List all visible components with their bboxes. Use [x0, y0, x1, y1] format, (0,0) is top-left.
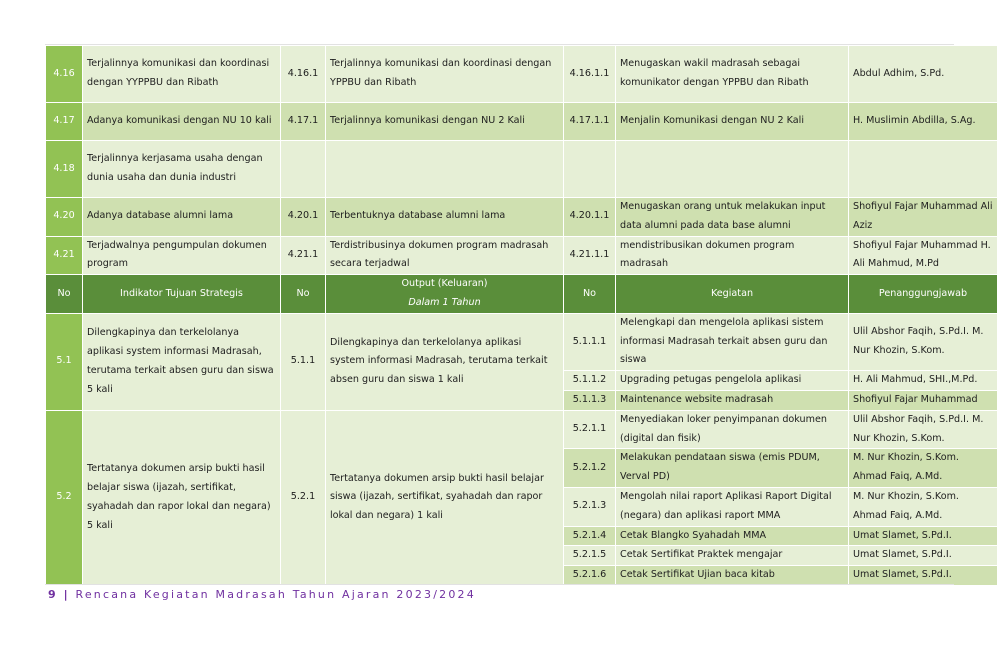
header-kegiatan: Kegiatan — [616, 275, 849, 314]
page-number: 9 — [48, 588, 58, 601]
kegiatan-cell: Cetak Sertifikat Ujian baca kitab — [616, 566, 849, 586]
kegiatan-no-cell: 4.17.1.1 — [564, 103, 616, 141]
kegiatan-cell: mendistribusikan dokumen program madrasah — [616, 236, 849, 275]
output-cell: Terjalinnya komunikasi dan koordinasi dengan YPPBU dan Ribath — [326, 46, 564, 103]
output-no-cell — [281, 141, 326, 198]
kegiatan-no-cell: 5.2.1.5 — [564, 546, 616, 566]
kegiatan-no-cell: 5.2.1.2 — [564, 449, 616, 488]
kegiatan-cell: Melakukan pendataan siswa (emis PDUM, Verval PD) — [616, 449, 849, 488]
table-row — [46, 46, 998, 103]
kegiatan-cell: Mengolah nilai raport Aplikasi Raport Digital (negara) dan aplikasi raport MMA — [616, 487, 849, 526]
header-output — [326, 275, 564, 314]
indikator-cell: Terjadwalnya pengumpulan dokumen program — [83, 236, 281, 275]
header-output-no: No — [281, 275, 326, 314]
output-cell: Terdistribusinya dokumen program madrasah secara terjadwal — [326, 236, 564, 275]
kegiatan-cell: Maintenance website madrasah — [616, 390, 849, 410]
pj-cell: Shofiyul Fajar Muhammad H. Ali Mahmud, M.Pd — [849, 236, 998, 275]
table-row — [46, 198, 998, 237]
header-pj: Penanggungjawab — [849, 275, 998, 314]
header-no: No — [46, 275, 83, 314]
table-row — [46, 103, 998, 141]
indikator-cell: Dilengkapinya dan terkelolanya aplikasi system informasi Madrasah, terutama terkait absen guru dan siswa 5 kali — [83, 313, 281, 410]
table-row — [46, 313, 998, 370]
kegiatan-no-cell: 5.2.1.4 — [564, 526, 616, 546]
pj-cell: Abdul Adhim, S.Pd. — [849, 46, 998, 103]
output-no-cell: 4.17.1 — [281, 103, 326, 141]
output-no-cell: 5.1.1 — [281, 313, 326, 410]
kegiatan-cell: Menjalin Komunikasi dengan NU 2 Kali — [616, 103, 849, 141]
kegiatan-no-cell: 4.20.1.1 — [564, 198, 616, 237]
kegiatan-cell — [616, 141, 849, 198]
row-no: 4.16 — [46, 46, 83, 103]
output-no-cell: 4.21.1 — [281, 236, 326, 275]
output-cell: Dilengkapinya dan terkelolanya aplikasi system informasi Madrasah, terutama terkait absen guru dan siswa 1 kali — [326, 313, 564, 410]
kegiatan-no-cell: 5.1.1.2 — [564, 371, 616, 391]
table-header — [46, 275, 998, 314]
pj-cell: Umat Slamet, S.Pd.I. — [849, 566, 998, 586]
header-output-title: Output (Keluaran) — [401, 278, 488, 290]
output-cell: Tertatanya dokumen arsip bukti hasil belajar siswa (ijazah, sertifikat, syahadah dan rapor lokal dan negara) 1 kali — [326, 410, 564, 585]
row-no: 4.18 — [46, 141, 83, 198]
kegiatan-cell: Menugaskan orang untuk melakukan input data alumni pada data base alumni — [616, 198, 849, 237]
output-no-cell: 4.20.1 — [281, 198, 326, 237]
pj-cell: Shofiyul Fajar Muhammad Ali Aziz — [849, 198, 998, 237]
pj-cell: H. Ali Mahmud, SHI.,M.Pd. — [849, 371, 998, 391]
table-row — [46, 410, 998, 449]
indikator-cell: Terjalinnya kerjasama usaha dengan dunia usaha dan dunia industri — [83, 141, 281, 198]
footer-separator: | — [63, 588, 70, 601]
header-kegiatan-no: No — [564, 275, 616, 314]
kegiatan-no-cell: 5.2.1.1 — [564, 410, 616, 449]
pj-cell: Shofiyul Fajar Muhammad — [849, 390, 998, 410]
footer-text: Rencana Kegiatan Madrasah Tahun Ajaran 2023/2024 — [75, 588, 476, 601]
indikator-cell: Tertatanya dokumen arsip bukti hasil belajar siswa (ijazah, sertifikat, syahadah dan rapor lokal dan negara) 5 kali — [83, 410, 281, 585]
row-no: 4.20 — [46, 198, 83, 237]
row-no: 4.21 — [46, 236, 83, 275]
output-no-cell: 4.16.1 — [281, 46, 326, 103]
kegiatan-no-cell: 5.1.1.3 — [564, 390, 616, 410]
table-row — [46, 141, 998, 198]
output-cell: Terbentuknya database alumni lama — [326, 198, 564, 237]
kegiatan-no-cell: 4.16.1.1 — [564, 46, 616, 103]
pj-cell: H. Muslimin Abdilla, S.Ag. — [849, 103, 998, 141]
program-table — [45, 45, 998, 586]
row-no: 4.17 — [46, 103, 83, 141]
indikator-cell: Adanya database alumni lama — [83, 198, 281, 237]
header-indikator: Indikator Tujuan Strategis — [83, 275, 281, 314]
output-cell: Terjalinnya komunikasi dengan NU 2 Kali — [326, 103, 564, 141]
kegiatan-no-cell: 5.2.1.3 — [564, 487, 616, 526]
pj-cell: M. Nur Khozin, S.Kom. Ahmad Faiq, A.Md. — [849, 449, 998, 488]
footer-rule — [45, 584, 954, 585]
kegiatan-cell: Menugaskan wakil madrasah sebagai komunikator dengan YPPBU dan Ribath — [616, 46, 849, 103]
row-no: 5.1 — [46, 313, 83, 410]
pj-cell: Umat Slamet, S.Pd.I. — [849, 546, 998, 566]
pj-cell: Umat Slamet, S.Pd.I. — [849, 526, 998, 546]
pj-cell: M. Nur Khozin, S.Kom. Ahmad Faiq, A.Md. — [849, 487, 998, 526]
page-footer — [48, 588, 476, 601]
kegiatan-no-cell: 4.21.1.1 — [564, 236, 616, 275]
kegiatan-cell: Menyediakan loker penyimpanan dokumen (digital dan fisik) — [616, 410, 849, 449]
kegiatan-cell: Cetak Sertifikat Praktek mengajar — [616, 546, 849, 566]
output-no-cell: 5.2.1 — [281, 410, 326, 585]
kegiatan-no-cell: 5.1.1.1 — [564, 313, 616, 370]
indikator-cell: Terjalinnya komunikasi dan koordinasi dengan YYPPBU dan Ribath — [83, 46, 281, 103]
output-cell — [326, 141, 564, 198]
row-no: 5.2 — [46, 410, 83, 585]
header-output-subtitle: Dalam 1 Tahun — [408, 296, 481, 308]
pj-cell: Ulil Abshor Faqih, S.Pd.I. M. Nur Khozin, S.Kom. — [849, 313, 998, 370]
pj-cell: Ulil Abshor Faqih, S.Pd.I. M. Nur Khozin, S.Kom. — [849, 410, 998, 449]
indikator-cell: Adanya komunikasi dengan NU 10 kali — [83, 103, 281, 141]
table-row — [46, 236, 998, 275]
kegiatan-cell: Melengkapi dan mengelola aplikasi sistem informasi Madrasah terkait absen guru dan siswa — [616, 313, 849, 370]
kegiatan-cell: Cetak Blangko Syahadah MMA — [616, 526, 849, 546]
kegiatan-cell: Upgrading petugas pengelola aplikasi — [616, 371, 849, 391]
kegiatan-no-cell — [564, 141, 616, 198]
kegiatan-no-cell: 5.2.1.6 — [564, 566, 616, 586]
pj-cell — [849, 141, 998, 198]
